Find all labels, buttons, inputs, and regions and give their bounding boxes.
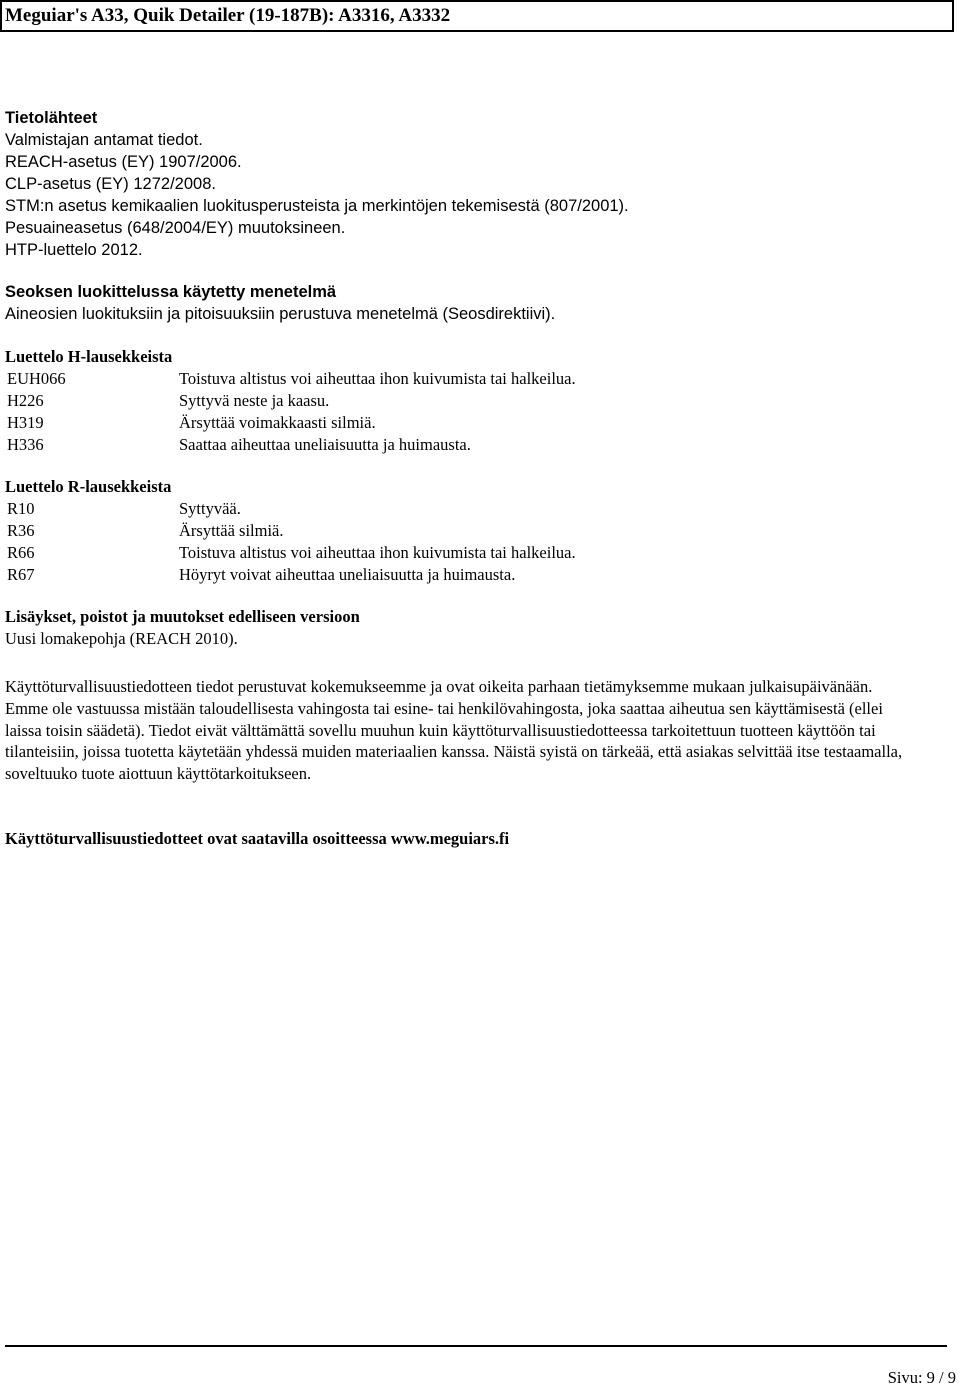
statement-code: R36 [7,521,35,540]
h-statements-heading: Luettelo H-lausekkeista [5,347,173,366]
changes-section [5,606,360,650]
sources-line: HTP-luettelo 2012. [5,241,143,259]
availability-text: Käyttöturvallisuustiedotteet ovat saatavilla osoitteessa www.meguiars.fi [5,829,510,848]
statement-text: Saattaa aiheuttaa uneliaisuutta ja huimausta. [179,435,471,454]
h-statement-row [5,368,576,390]
r-statement-row [5,520,576,542]
statement-text: Toistuva altistus voi aiheuttaa ihon kuivumista tai halkeilua. [179,369,576,388]
sources-line: STM:n asetus kemikaalien luokitusperusteista ja merkintöjen tekemisestä (807/2001). [5,197,629,215]
statement-text: Ärsyttää silmiä. [179,521,284,540]
statement-code: R67 [7,565,35,584]
h-statements-section [5,346,576,456]
h-statement-row [5,412,576,434]
statement-text: Syttyvä neste ja kaasu. [179,391,330,410]
r-statement-row [5,564,576,586]
footer-divider [5,1345,947,1347]
statement-text: Toistuva altistus voi aiheuttaa ihon kuivumista tai halkeilua. [179,543,576,562]
sources-section [5,107,629,261]
sources-line: CLP-asetus (EY) 1272/2008. [5,175,216,193]
changes-heading: Lisäykset, poistot ja muutokset edelliseen versioon [5,607,360,626]
sources-line: Valmistajan antamat tiedot. [5,131,203,149]
statement-code: EUH066 [7,369,66,388]
statement-code: H319 [7,413,44,432]
page-number: Sivu: 9 / 9 [887,1368,956,1387]
r-statements-section [5,476,576,586]
document-title: Meguiar's A33, Quik Detailer (19-187B): A3316, A3332 [5,5,451,26]
statement-text: Syttyvää. [179,499,241,518]
sources-line: Pesuaineasetus (648/2004/EY) muutoksineen. [5,219,346,237]
r-statement-row [5,542,576,564]
method-section [5,281,555,325]
r-statement-row [5,498,576,520]
disclaimer-paragraph: Käyttöturvallisuustiedotteen tiedot perustuvat kokemukseemme ja ovat oikeita parhaan tietämyksemme mukaan julkaisupäivänään. Emme ole vastuussa mistään taloudellisesta vahingosta tai esine- tai henkilövahingosta, joka saattaa aiheutua sen käyttämisestä (ellei laissa toisin säädetä). Tiedot eivät välttämättä sovellu muuhun kuin käyttöturvallisuustiedotteessa tarkoitettuun tuotteen käyttöön tai tilanteisiin, joissa tuotetta käytetään yhdessä muiden materiaalien kanssa. Näistä syistä on tärkeää, että asiakas selvittää itse testaamalla, soveltuuko tuote aiottuun käyttötarkoitukseen. [5,677,903,784]
statement-code: H226 [7,391,44,410]
statement-text: Höyryt voivat aiheuttaa uneliaisuutta ja huimausta. [179,565,516,584]
sources-heading: Tietolähteet [5,109,98,127]
method-heading: Seoksen luokittelussa käytetty menetelmä [5,283,337,301]
statement-code: R66 [7,543,35,562]
h-statement-row [5,434,576,456]
r-statements-heading: Luettelo R-lausekkeista [5,477,172,496]
document-header [0,0,954,32]
statement-code: H336 [7,435,44,454]
changes-text: Uusi lomakepohja (REACH 2010). [5,629,238,648]
sources-line: REACH-asetus (EY) 1907/2006. [5,153,242,171]
h-statement-row [5,390,576,412]
method-text: Aineosien luokituksiin ja pitoisuuksiin perustuva menetelmä (Seosdirektiivi). [5,305,556,323]
availability-section [5,828,509,850]
statement-text: Ärsyttää voimakkaasti silmiä. [179,413,376,432]
statement-code: R10 [7,499,35,518]
